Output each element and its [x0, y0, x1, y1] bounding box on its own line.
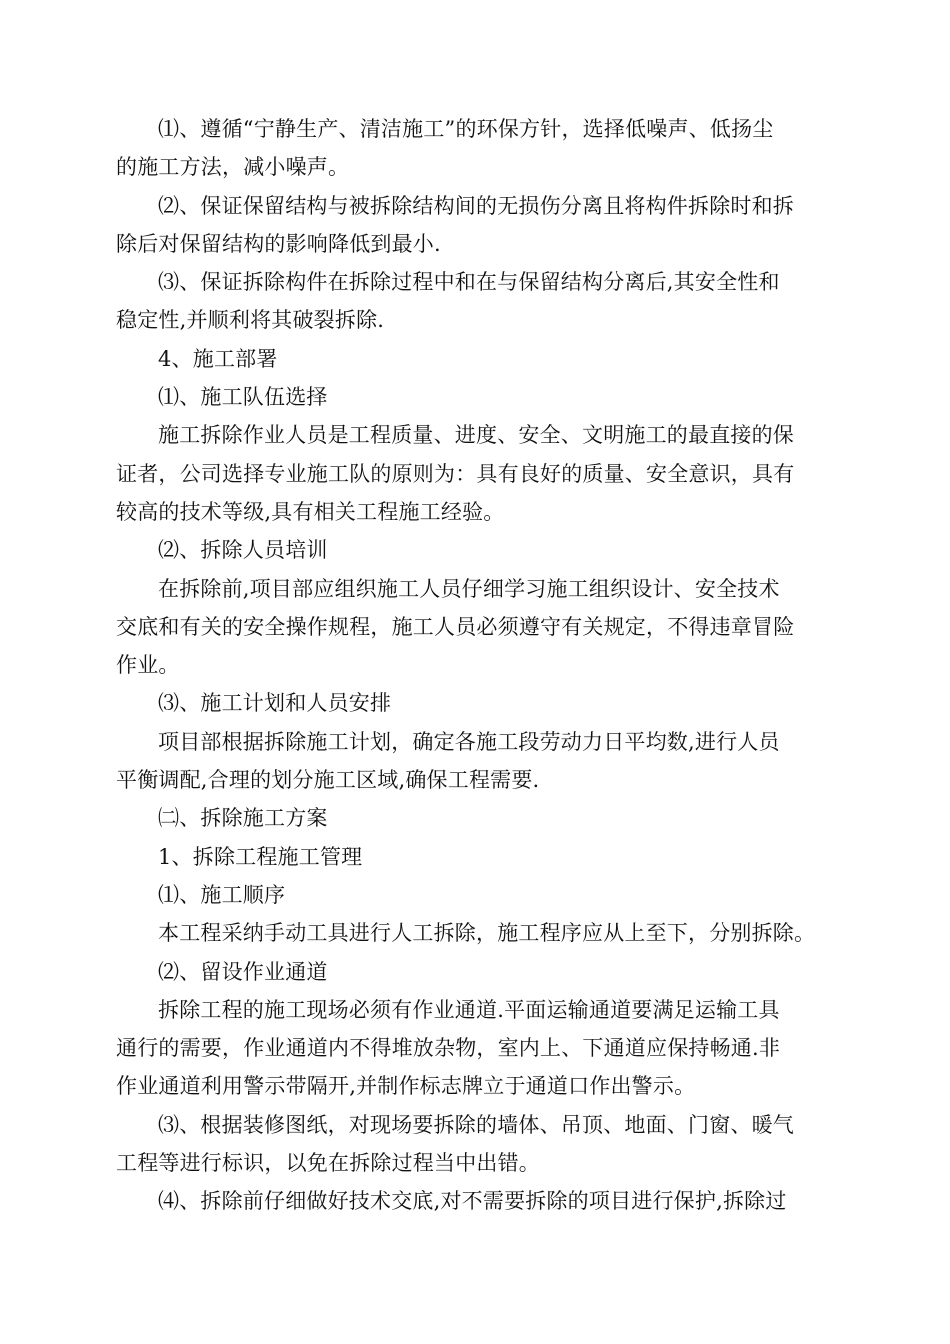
paragraph: [116, 570, 850, 685]
paragraph: [116, 684, 850, 722]
paragraph: [116, 991, 850, 1106]
text-line: 较高的技术等级,具有相关工程施工经验。: [116, 499, 505, 524]
paragraph: [116, 340, 850, 378]
text-line: ⑴、施工队伍选择: [158, 385, 328, 410]
text-line: 项目部根据拆除施工计划，确定各施工段劳动力日平均数,进行人员: [158, 729, 780, 754]
paragraph: [116, 531, 850, 569]
paragraph: [116, 799, 850, 837]
text-line: 证者，公司选择专业施工队的原则为：具有良好的质量、安全意识，具有: [116, 461, 795, 486]
text-line: 除后对保留结构的影响降低到最小.: [116, 231, 441, 256]
paragraph: [116, 914, 850, 952]
document-body: [116, 110, 850, 1221]
text-line: ⑴、遵循“宁静生产、清洁施工”的环保方针，选择低噪声、低扬尘: [158, 117, 774, 141]
text-line: 本工程采纳手动工具进行人工拆除，施工程序应从上至下，分别拆除。: [158, 921, 816, 946]
text-line: ⑶、保证拆除构件在拆除过程中和在与保留结构分离后,其安全性和: [158, 270, 780, 295]
text-line: ⑶、施工计划和人员安排: [158, 691, 392, 716]
text-line: 稳定性,并顺利将其破裂拆除.: [116, 308, 385, 333]
text-line: 交底和有关的安全操作规程，施工人员必须遵守有关规定，不得违章冒险: [116, 614, 795, 639]
text-line: 拆除工程的施工现场必须有作业通道.平面运输通道要满足运输工具: [158, 997, 780, 1022]
text-line: 施工拆除作业人员是工程质量、进度、安全、文明施工的最直接的保: [158, 423, 794, 448]
paragraph: [116, 110, 850, 187]
paragraph: [116, 838, 850, 876]
text-line: ㈡、拆除施工方案: [158, 806, 328, 831]
paragraph: [116, 416, 850, 531]
text-line: 1、拆除工程施工管理: [158, 844, 363, 869]
text-line: 4、施工部署: [158, 346, 278, 371]
text-line: ⑵、保证保留结构与被拆除结构间的无损伤分离且将构件拆除时和拆: [158, 193, 794, 218]
text-line: 平衡调配,合理的划分施工区域,确保工程需要.: [116, 768, 540, 793]
text-line: ⑶、根据装修图纸，对现场要拆除的墙体、吊顶、地面、门窗、暖气: [158, 1112, 794, 1137]
text-line: 的施工方法，减小噪声。: [116, 155, 350, 180]
paragraph: [116, 723, 850, 800]
text-line: 通行的需要，作业通道内不得堆放杂物，室内上、下通道应保持畅通.非: [116, 1036, 781, 1061]
text-line: 工程等进行标识，以免在拆除过程当中出错。: [116, 1151, 540, 1176]
text-line: ⑴、施工顺序: [158, 882, 286, 907]
paragraph: [116, 876, 850, 914]
paragraph: [116, 953, 850, 991]
paragraph: [116, 1182, 850, 1220]
paragraph: [116, 378, 850, 416]
text-line: 作业通道利用警示带隔开,并制作标志牌立于通道口作出警示。: [116, 1074, 696, 1099]
paragraph: [116, 187, 850, 264]
text-line: 作业。: [116, 653, 180, 678]
paragraph: [116, 1106, 850, 1183]
paragraph: [116, 263, 850, 340]
text-line: ⑷、拆除前仔细做好技术交底,对不需要拆除的项目进行保护,拆除过: [158, 1189, 787, 1214]
text-line: ⑵、留设作业通道: [158, 959, 328, 984]
text-line: 在拆除前,项目部应组织施工人员仔细学习施工组织设计、安全技术: [158, 576, 780, 601]
text-line: ⑵、拆除人员培训: [158, 538, 328, 563]
